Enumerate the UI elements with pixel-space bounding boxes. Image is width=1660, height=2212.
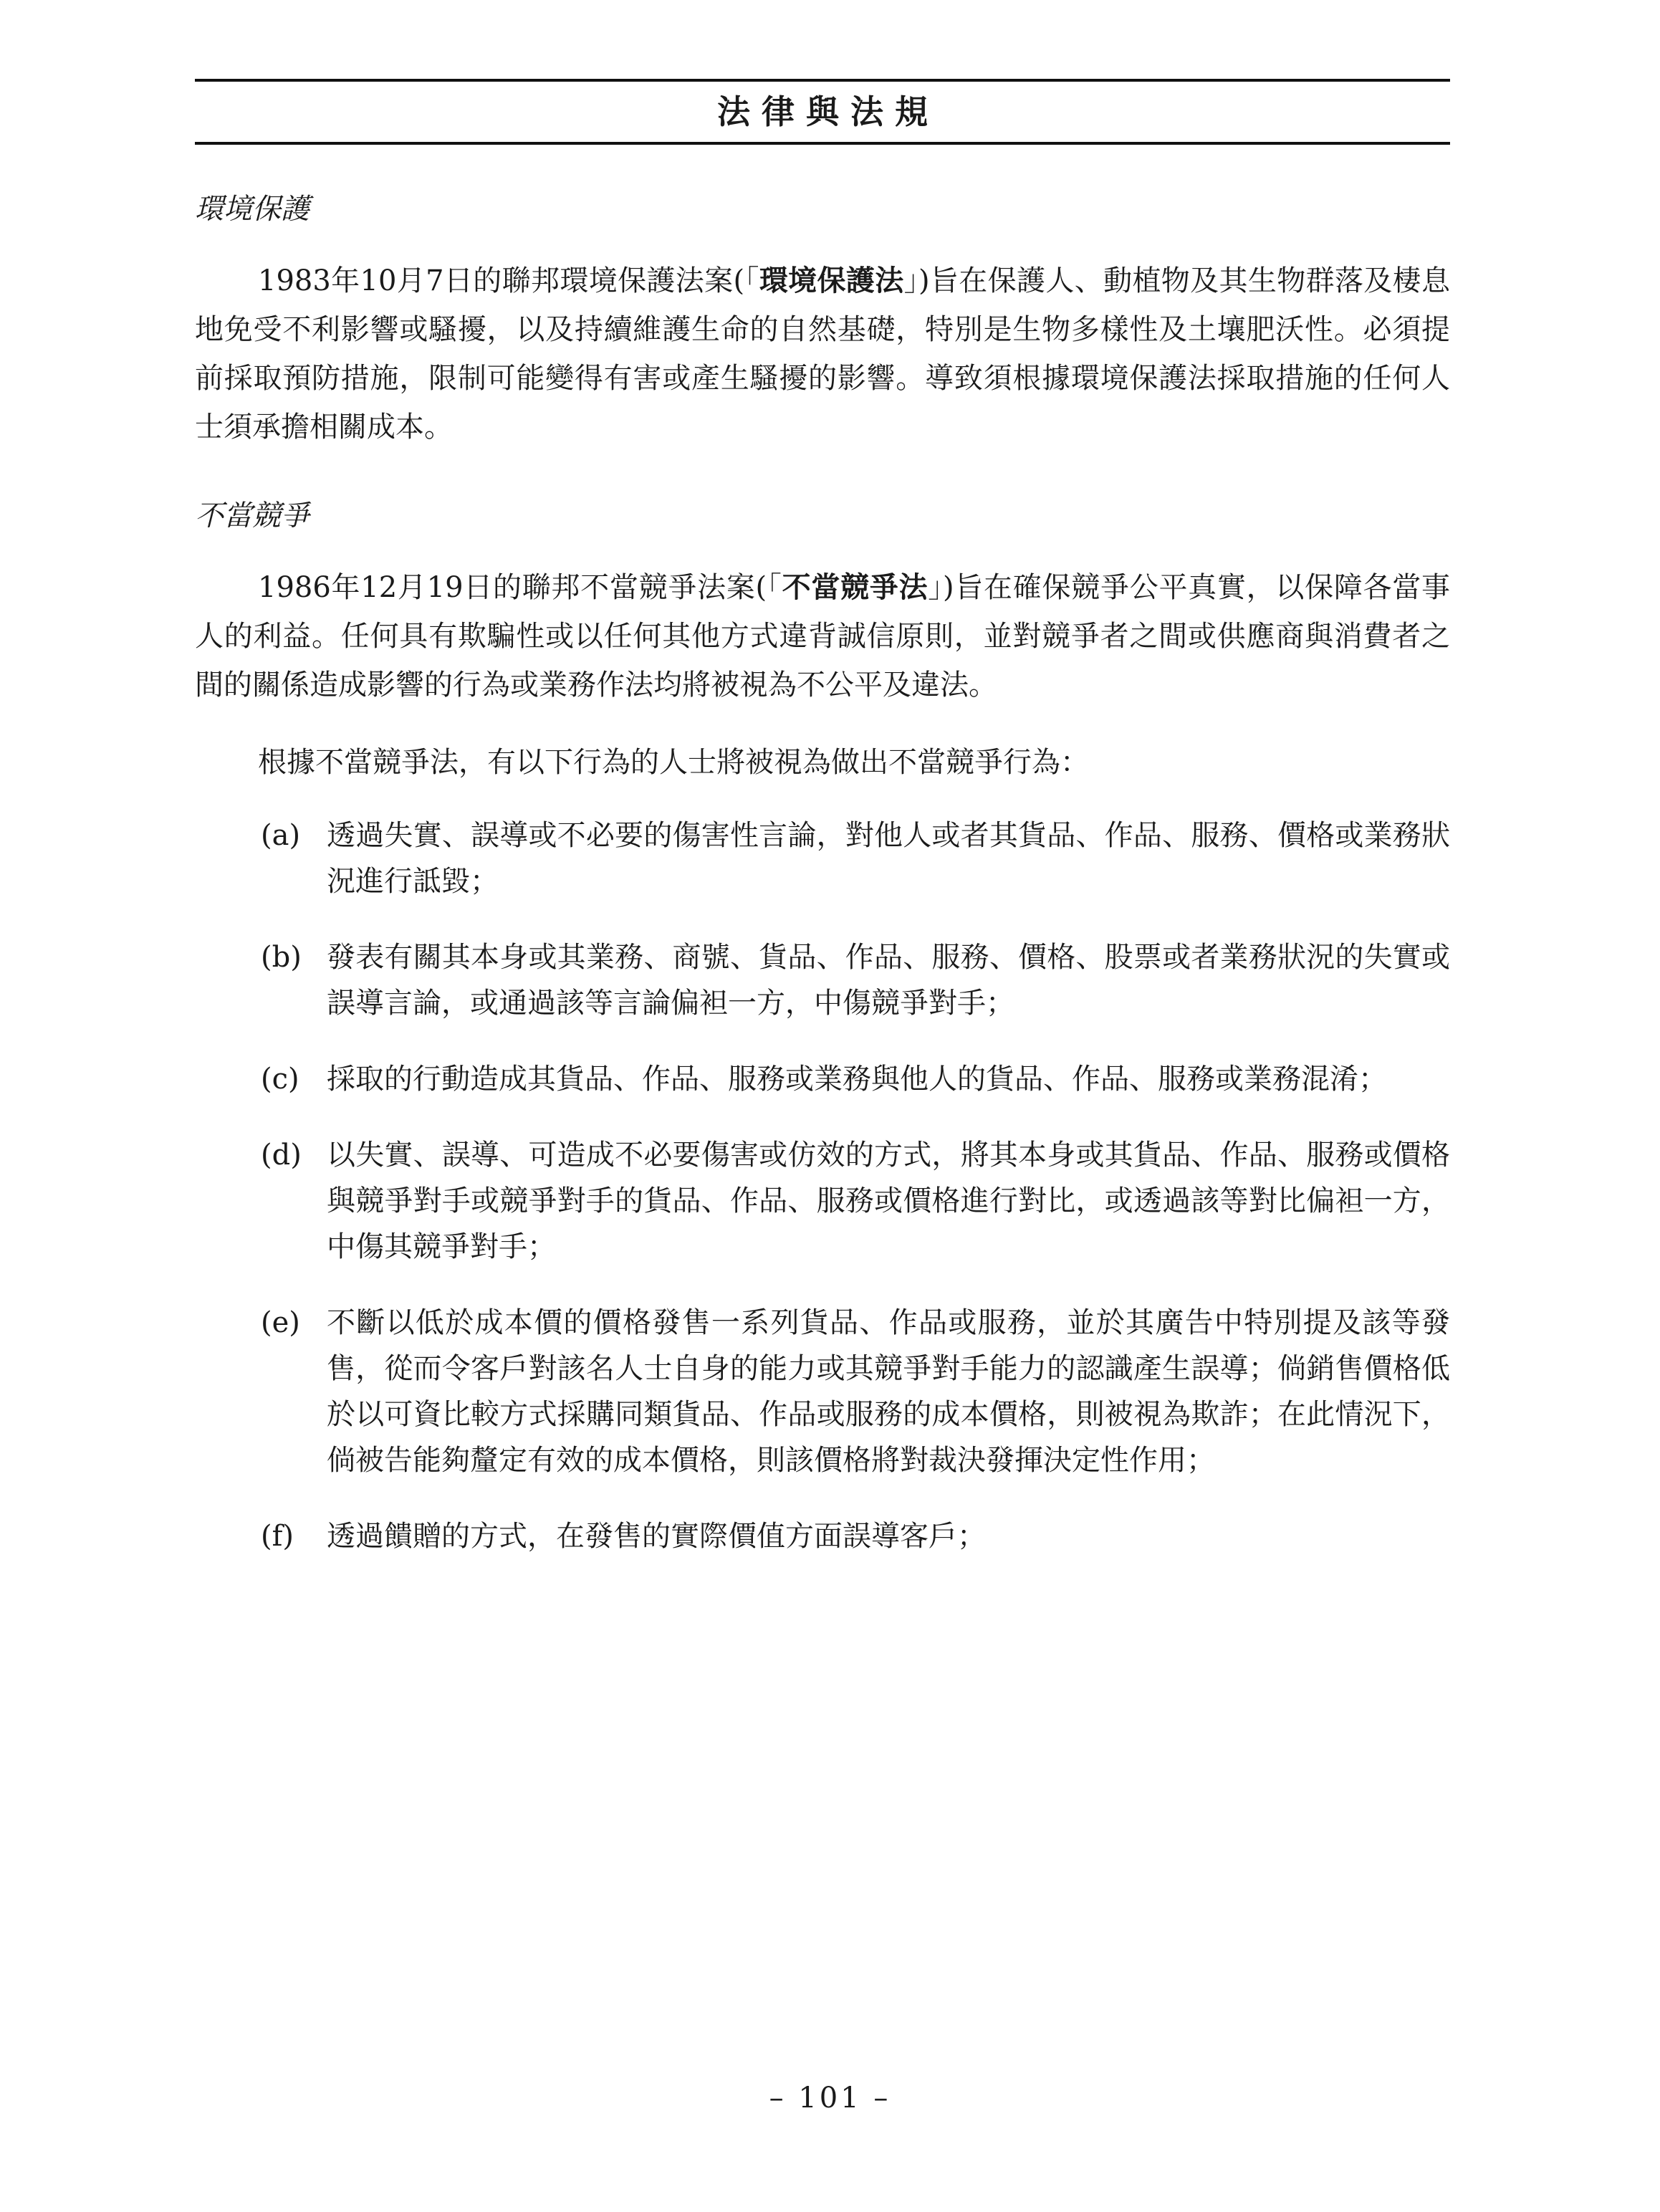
paragraph [195, 257, 1450, 451]
list-item-text: 以失實、誤導、可造成不必要傷害或仿效的方式，將其本身或其貨品、作品、服務或價格與競爭對手或競爭對手的貨品、作品、服務或價格進行對比，或透過該等對比偏袒一方，中傷其競爭對手； [327, 1139, 1450, 1263]
list-item [195, 1513, 1450, 1559]
paragraph-text: 」)旨在保護人、動植物及其生物群落及棲息地免受不利影響或騷擾，以及持續維護生命的自然基礎，特別是生物多樣性及土壤肥沃性。必須提前採取預防措施，限制可能變得有害或產生騷擾的影響。導致須根據環境保護法採取措施的任何人士須承擔相關成本。 [195, 264, 1451, 444]
defined-term: 不當競爭法 [782, 570, 929, 604]
list-item-text: 透過饋贈的方式，在發售的實際價值方面誤導客戶； [327, 1520, 986, 1553]
section-heading: 環境保護 [195, 193, 310, 226]
list-item [195, 1300, 1450, 1483]
list-item [195, 1132, 1450, 1270]
list-item-marker: (b) [261, 941, 302, 974]
header-rule-bottom [195, 142, 1450, 145]
page-number: – 101 – [769, 2082, 891, 2115]
section-environmental-protection [195, 189, 1450, 451]
paragraph-text: 1983年10月7日的聯邦環境保護法案(「 [258, 264, 759, 297]
list-item-marker: (a) [261, 819, 301, 852]
list-item-marker: (d) [261, 1139, 302, 1172]
page-header-title: 法律與法規 [717, 92, 939, 131]
list-item [195, 1056, 1450, 1102]
list-item-marker: (e) [261, 1306, 300, 1339]
list-item [195, 934, 1450, 1026]
list-item-text: 透過失實、誤導或不必要的傷害性言論，對他人或者其貨品、作品、服務、價格或業務狀況進行詆毀； [327, 819, 1450, 898]
list-item-text: 採取的行動造成其貨品、作品、服務或業務與他人的貨品、作品、服務或業務混淆； [327, 1063, 1387, 1096]
conduct-list [195, 813, 1450, 1559]
paragraph-text: 」)旨在確保競爭公平真實，以保障各當事人的利益。任何具有欺騙性或以任何其他方式違背誠信原則，並對競爭者之間或供應商與消費者之間的關係造成影響的行為或業務作法均將被視為不公平及違法。 [195, 571, 1451, 702]
list-item [195, 813, 1450, 904]
paragraph: 根據不當競爭法，有以下行為的人士將被視為做出不當競爭行為： [258, 746, 1089, 779]
document-page [195, 79, 1450, 1589]
paragraph-text: 1986年12月19日的聯邦不當競爭法案(「 [258, 571, 782, 604]
list-item-text: 不斷以低於成本價的價格發售一系列貨品、作品或服務，並於其廣告中特別提及該等發售，從而令客戶對該名人士自身的能力或其競爭對手能力的認識產生誤導；倘銷售價格低於以可資比較方式採購同類貨品、作品或服務的成本價格，則被視為欺詐；在此情況下，倘被告能夠釐定有效的成本價格，則該價格將對裁決發揮決定性作用； [327, 1306, 1450, 1477]
list-item-text: 發表有關其本身或其業務、商號、貨品、作品、服務、價格、股票或者業務狀況的失實或誤導言論，或通過該等言論偏袒一方，中傷競爭對手； [327, 941, 1450, 1020]
section-unfair-competition [195, 496, 1450, 1559]
section-heading: 不當競爭 [195, 499, 310, 532]
defined-term: 環境保護法 [759, 264, 904, 297]
paragraph [195, 563, 1450, 709]
list-item-marker: (f) [261, 1520, 294, 1553]
list-item-marker: (c) [261, 1063, 299, 1096]
